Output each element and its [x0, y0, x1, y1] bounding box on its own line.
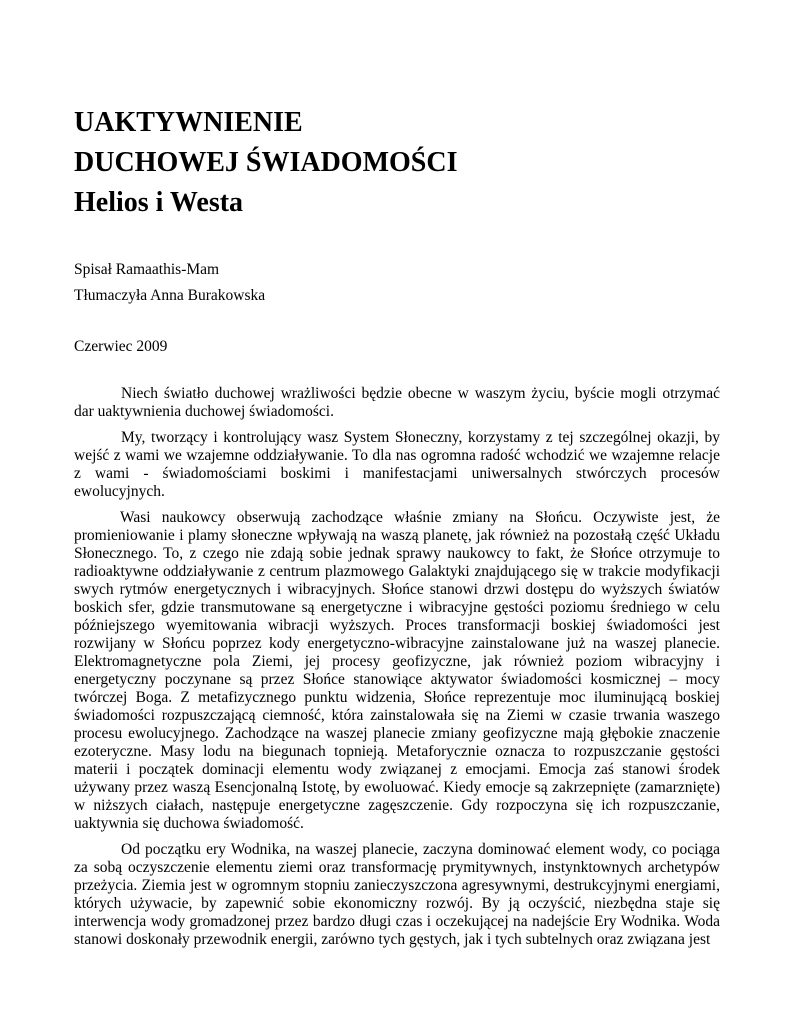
- author-line: Spisał Ramaathis-Mam: [74, 261, 220, 278]
- paragraph-1: Niech światło duchowej wrażliwości będzie obecne w waszym życiu, byście mogli otrzymać dar uaktywnienia duchowej świadomości.: [74, 385, 720, 420]
- paragraph-4: Od początku ery Wodnika, na waszej planecie, zaczyna dominować element wody, co pociąga za sobą oczyszczenie elementu ziemi oraz transformację prymitywnych, instynktownych archetypów przeżycia. Ziemia jest w ogromnym stopniu zanieczyszczona agresywnymi, destrukcyjnymi energiami, których używacie, by zapewnić sobie ekonomiczny rozwój. By ją oczyścić, niezbędna staje się interwencja wody gromadzonej przez bardzo długi czas i oczekującej na nadejście Ery Wodnika. Woda stanowi doskonały przewodnik energii, zarówno tych gęstych, jak i tych subtelnych oraz związana jest: [74, 841, 720, 948]
- translator-line: Tłumaczyła Anna Burakowska: [74, 287, 266, 304]
- body-text: [74, 385, 720, 957]
- date-line: Czerwiec 2009: [74, 338, 168, 355]
- paragraph-3: Wasi naukowcy obserwują zachodzące właśnie zmiany na Słońcu. Oczywiste jest, że promieniowanie i plamy słoneczne wpływają na waszą planetę, jak również na pozostałą część Układu Słonecznego. To, z czego nie zdają sobie jednak sprawy naukowcy to fakt, że Słońce otrzymuje to radioaktywne oddziaływanie z centrum plazmowego Galaktyki znajdującego się w trakcie modyfikacji swych rytmów energetycznych i wibracyjnych. Słońce stanowi drzwi dostępu do wyższych światów boskich sfer, gdzie transmutowane są energetyczne i wibracyjne gęstości poziomu średniego w celu późniejszego wyemitowania wibracji wyższych. Proces transformacji boskiej świadomości jest rozwijany w Słońcu poprzez kody energetyczno-wibracyjne zainstalowane już na waszej planecie. Elektromagnetyczne pola Ziemi, jej procesy geofizyczne, jak również poziom wibracyjny i energetyczny poczynane są przez Słońce stanowiące aktywator świadomości kosmicznej – mocy twórczej Boga. Z metafizycznego punktu widzenia, Słońce reprezentuje moc iluminującą boskiej świadomości rozpuszczającą ciemność, która zainstalowała się na Ziemi w czasie trwania waszego procesu ewolucyjnego. Zachodzące na waszej planecie zmiany geofizyczne mają głębokie znaczenie ezoteryczne. Masy lodu na biegunach topnieją. Metaforycznie oznacza to rozpuszczanie gęstości materii i początek dominacji elementu wody związanej z emocjami. Emocja zaś stanowi środek używany przez waszą Esencjonalną Istotę, by ewoluować. Kiedy emocje są zakrzepnięte (zamarznięte) w niższych ciałach, następuje energetyczne zagęszczenie. Gdy rozpoczyna się ich rozpuszczanie, uaktywnia się duchowa świadomość.: [74, 509, 720, 832]
- paragraph-2: My, tworzący i kontrolujący wasz System Słoneczny, korzystamy z tej szczególnej okazji, by wejść z wami we wzajemne oddziaływanie. To dla nas ogromna radość wchodzić we wzajemne relacje z wami - świadomościami boskimi i manifestacjami uniwersalnych stwórczych procesów ewolucyjnych.: [74, 429, 720, 500]
- title-line-1: UAKTYWNIENIE: [74, 107, 303, 138]
- title-line-3: Helios i Westa: [74, 187, 244, 218]
- document-title: [74, 103, 720, 223]
- title-line-2: DUCHOWEJ ŚWIADOMOŚCI: [74, 147, 458, 178]
